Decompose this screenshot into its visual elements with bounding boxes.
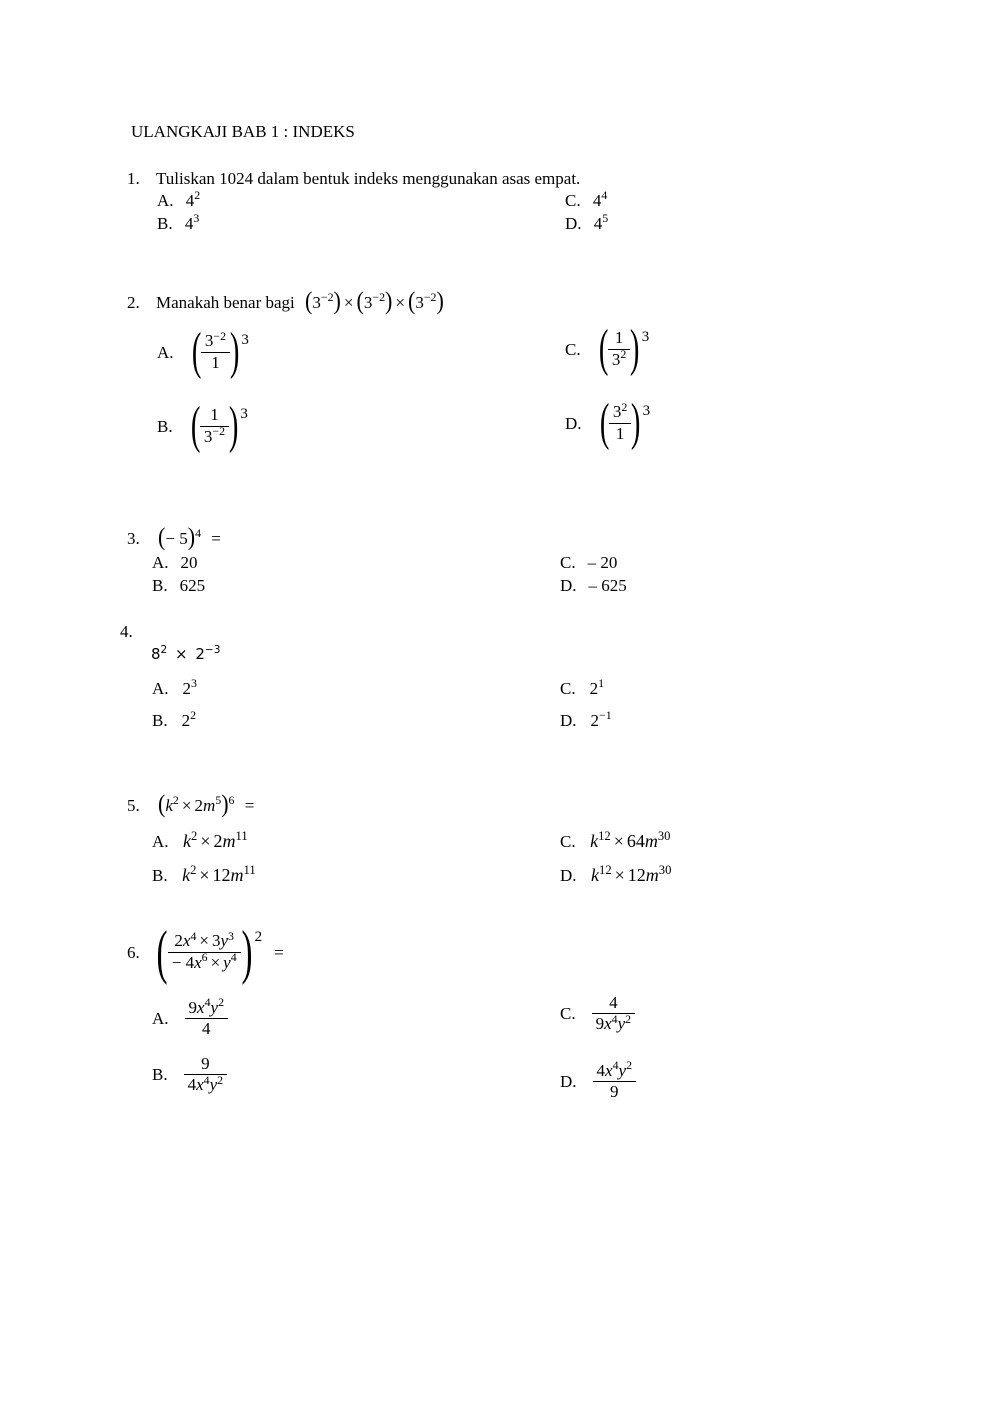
option-3c[interactable]: C. – 20 [560,553,618,572]
option-5b[interactable]: B. $k^2 \times 12m^{11}$ [152,863,256,885]
option-2b[interactable]: B. ( $\frac{1}{3^{-2}}$ ) 3 [157,397,248,454]
option-1c[interactable]: C. $4^4$ [565,188,608,210]
option-5a[interactable]: A. $k^2 \times 2m^{11}$ [152,829,248,851]
question-1 [127,170,580,187]
option-3a[interactable]: A. 20 [152,553,198,572]
question-number: 5. [127,796,140,815]
question-6: 6. ( $\frac{2x^4 \times 3y^3}{- 4x^6 \times y^4}$ ) 2 = [127,919,284,985]
page-title: ULANGKAJI BAB 1 : INDEKS [131,122,355,141]
option-2d[interactable]: D. ( $\frac{3^2}{1}$ ) 3 [565,394,651,451]
question-2 [127,286,444,315]
option-1d[interactable]: D. $4^5$ [565,211,609,233]
option-4a[interactable]: A. $2^3$ [152,676,197,698]
question-number: 6. [127,942,140,962]
question-expression: (− 5)$^4$ = [158,522,221,551]
question-number-4: 4. [120,622,133,641]
option-4d[interactable]: D. $2^{-1}$ [560,708,612,730]
option-5c[interactable]: C. $k^{12} \times 64m^{30}$ [560,829,671,851]
option-2a[interactable]: A. ( $\frac{3^{-2}}{1}$ ) 3 [157,323,249,380]
option-5d[interactable]: D. $k^{12} \times 12m^{30}$ [560,863,672,885]
option-4b[interactable]: B. $2^2$ [152,708,197,730]
option-2c[interactable]: C. ( $\frac{1}{3^2}$ ) 3 [565,320,650,377]
option-6d[interactable]: D. $\frac{4x^4y^2}{9}$ [560,1061,636,1103]
option-1a[interactable]: A. $4^2$ [157,188,201,210]
option-3b[interactable]: B. 625 [152,576,206,595]
question-text: Manakah benar bagi [156,293,295,312]
option-6c[interactable]: C. $\frac{4}{9x^4y^2}$ [560,993,635,1035]
question-expression: $(3^{-2}) \times (3^{-2}) \times (3^{-2})$ [305,286,444,315]
question-3 [127,522,221,551]
option-1b[interactable]: B. $4^3$ [157,211,200,233]
question-expression: $\frac{2x^4 \times 3y^3}{- 4x^6 \times y^4}$ [168,931,241,973]
option-4c[interactable]: C. $2^1$ [560,676,605,698]
question-number: 3. [127,529,140,548]
option-6a[interactable]: A. $\frac{9x^4y^2}{4}$ [152,998,228,1040]
question-5 [127,789,255,818]
question-text: Tuliskan 1024 dalam bentuk indeks menggunakan asas empat. [156,169,581,188]
option-6b[interactable]: B. $\frac{9}{4x^4y^2}$ [152,1054,227,1096]
question-number: 2. [127,293,140,312]
option-3d[interactable]: D. – 625 [560,576,627,595]
question-number: 1. [127,169,140,188]
question-4-expression: $8^2 \times 2^{-3}$ [151,644,221,663]
question-expression: $(k^2 \times 2m^5)^6$ = [158,789,255,818]
